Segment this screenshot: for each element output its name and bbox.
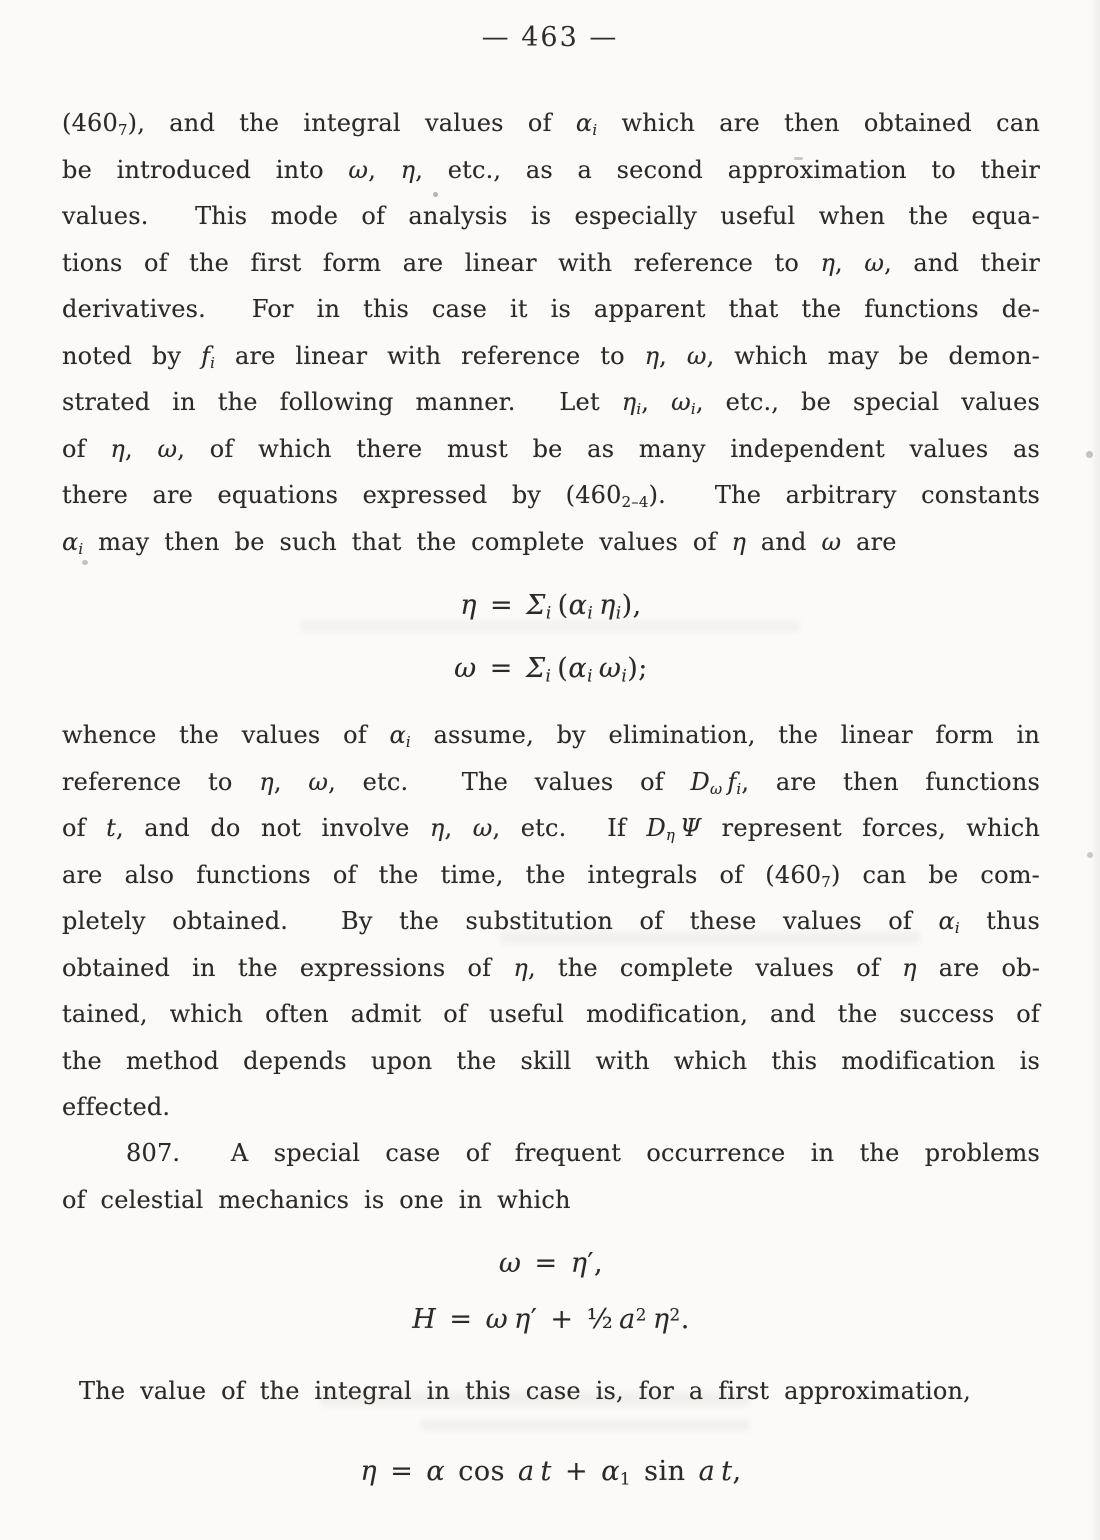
text-line: $\alpha_i$ may then be such that the complete values of η and ω are [62,527,897,558]
scan-speck [433,192,438,197]
equation-group-special-case [62,1236,1040,1348]
paragraph-article-807 [62,1130,1040,1223]
scan-speck [1087,852,1093,858]
text-line: tions of the first form are linear with reference to η, ω, and their [62,248,1040,277]
equation-group-first-approximation [62,1444,1040,1500]
text-line: of celestial mechanics is one in which [62,1185,571,1214]
text-line: derivatives. For in this case it is apparent that the functions de- [62,295,1040,323]
text-line: of η, ω, of which there must be as many independent values as [62,434,1041,463]
text-line: values. This mode of analysis is especially useful when the equa- [62,202,1040,230]
text-line: obtained in the expressions of η, the complete values of η are ob- [62,953,1041,982]
text-line: whence the values of $\alpha_i$ assume, by elimination, the linear form in [62,721,1040,752]
scan-speck [1086,451,1093,458]
text-line: 807. A special case of frequent occurrence in the problems [126,1139,1040,1167]
paragraph-whence [62,712,1040,1131]
text-line: of t, and do not involve η, ω, etc. If $D_\eta$ Ψ represent forces, which [62,814,1040,845]
page-edge-shadow [1090,0,1100,1540]
text-line: effected. [62,1093,171,1121]
scan-speck [82,560,88,565]
text-line: there are equations expressed by $(460_{2-4})$. The arbitrary constants [62,481,1040,512]
equation-line: $\eta = \Sigma_i$ ($\alpha_i$ $\eta_i$), [460,590,642,623]
text-line: tained, which often admit of useful modification, and the success of [62,1000,1040,1028]
equation-line: $\omega = \Sigma_i$ ($\alpha_i$ $\omega_i$); [454,653,648,686]
text-line: pletely obtained. By the substitution of these values of $\alpha_i$ thus [62,907,1040,938]
paragraph-continuation [62,100,1040,565]
text-line: be introduced into ω, η, etc., as a second approximation to their [62,155,1040,184]
text-line: strated in the following manner. Let $\eta_i$, $\omega_i$, etc., be special values [62,388,1040,419]
equation-group-sums [62,574,1040,700]
text-line: noted by $f_i$ are linear with reference to η, ω, which may be demon- [62,341,1040,372]
page-number: — 463 — [481,22,619,53]
paragraph-integral-value [62,1368,1040,1415]
text-line: The value of the integral in this case is, for a first approximation, [79,1377,971,1405]
text-line: the method depends upon the skill with which this modification is [62,1046,1040,1075]
equation-line: η = α cos a $t + \alpha_1$ sin a t, [360,1456,742,1489]
equation-line: ω = η′, [498,1248,604,1279]
text-line: are also functions of the time, the integrals of $(460_7)$ can be com- [62,860,1040,891]
scan-bleedthrough [420,1419,750,1431]
scan-speck [794,157,803,160]
equation-line: H = ω η′ + ½ $a^2$ $\eta^2$. [412,1304,690,1335]
text-line: $(460_7)$, and the integral values of $\alpha_i$ which are then obtained can [62,109,1040,140]
text-line: reference to η, ω, etc. The values of $D_\omega$ $f_i$, are then functions [62,767,1040,798]
